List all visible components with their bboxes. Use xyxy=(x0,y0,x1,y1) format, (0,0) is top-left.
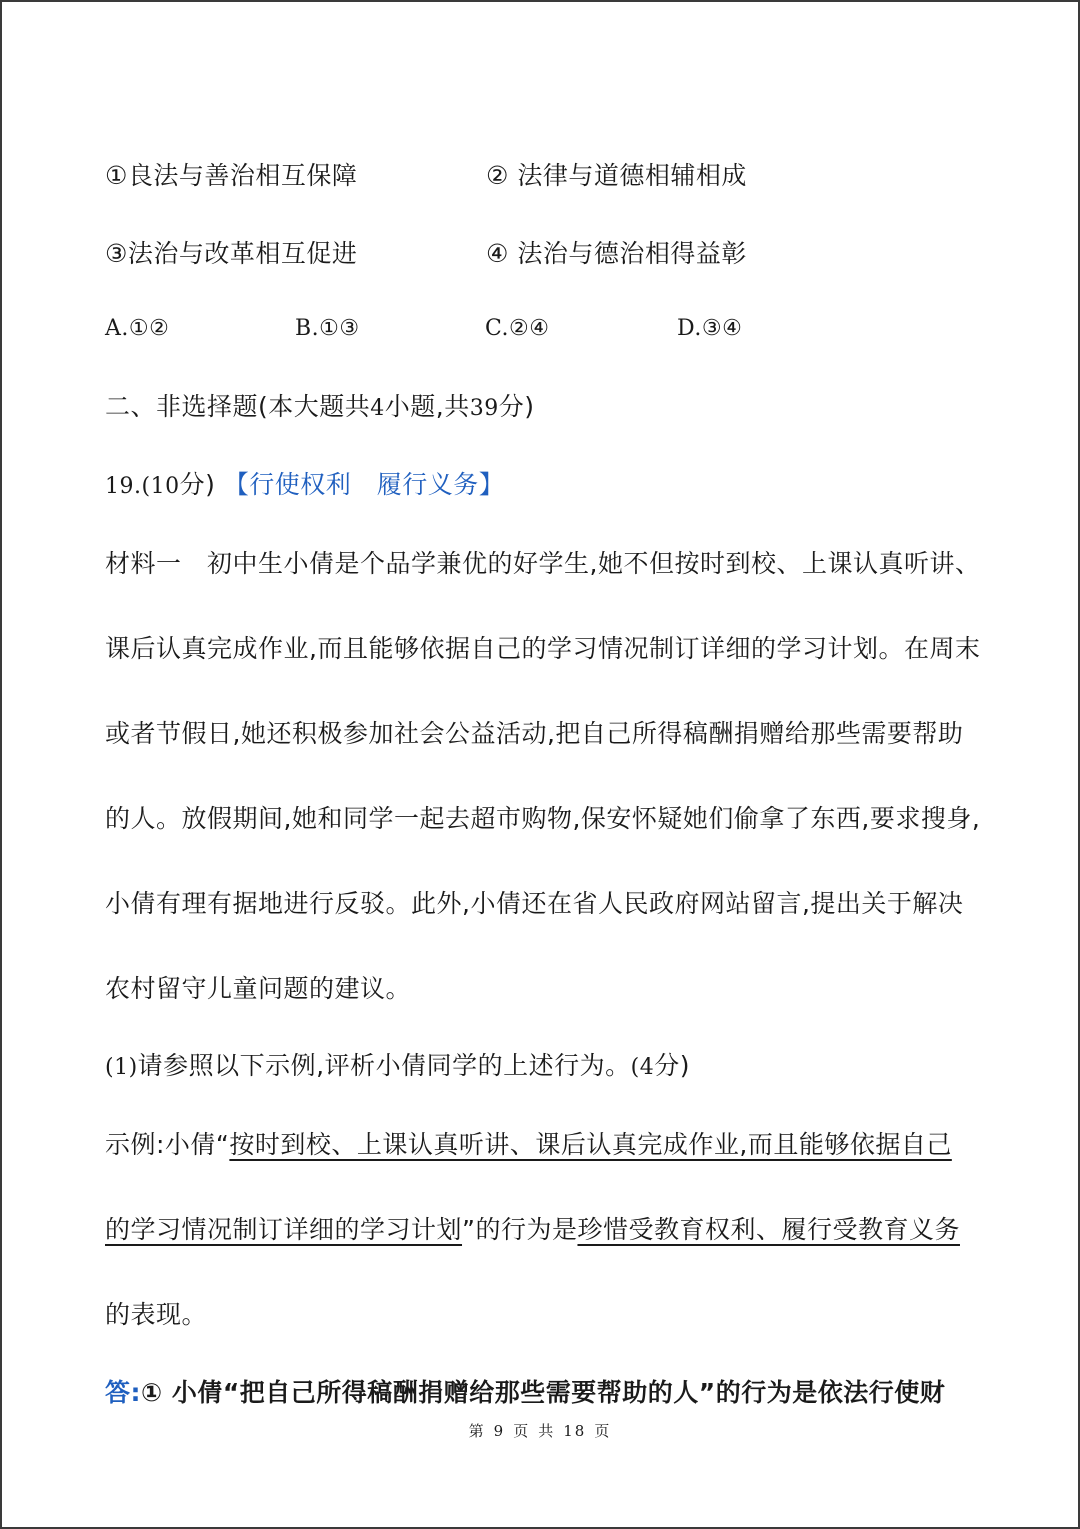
sub-question-number: (1) xyxy=(105,1055,138,1080)
section-heading xyxy=(105,390,534,426)
material-line-2: 课后认真完成作业,而且能够依据自己的学习情况制订详细的学习计划。在周末 xyxy=(105,634,981,663)
option-3: ③法治与改革相互促进 xyxy=(105,239,358,268)
footer-total-pages: 18 xyxy=(563,1422,587,1440)
options-row-1 xyxy=(105,159,747,193)
answer-text: ① 小倩“把自己所得稿酬捐赠给那些需要帮助的人”的行为是依法行使财 xyxy=(141,1378,946,1407)
sub-question-text: 请参照以下示例,评析小倩同学的上述行为。 xyxy=(137,1051,631,1080)
answer-line xyxy=(105,1376,945,1410)
example-prefix: 示例:小倩“ xyxy=(105,1130,230,1159)
section-title-suffix: 分) xyxy=(498,392,535,421)
option-4: ④ 法治与德治相得益彰 xyxy=(486,239,747,268)
example-quote-part-2: 的学习情况制订详细的学习计划 xyxy=(105,1215,463,1244)
section-question-count: 4 xyxy=(370,396,385,421)
material-line-6: 农村留守儿童问题的建议。 xyxy=(105,974,412,1003)
footer-word: 共 xyxy=(538,1422,556,1440)
sub-question-score: (4 xyxy=(630,1055,655,1080)
material-line-4: 的人。放假期间,她和同学一起去超市购物,保安怀疑她们偷拿了东西,要求搜身, xyxy=(105,804,981,833)
footer-page-number: 9 xyxy=(493,1422,506,1440)
sub-question-1 xyxy=(105,1049,690,1085)
footer-word: 页 xyxy=(594,1422,612,1440)
material-line-3: 或者节假日,她还积极参加社会公益活动,把自己所得稿酬捐赠给那些需要帮助 xyxy=(105,719,964,748)
example-middle: ”的行为是 xyxy=(462,1215,578,1244)
sub-question-score-unit: 分) xyxy=(654,1051,690,1080)
options-row-2 xyxy=(105,237,747,271)
example-line-2 xyxy=(105,1213,960,1247)
example-quote-part-1: 按时到校、上课认真听讲、课后认真完成作业,而且能够依据自己 xyxy=(229,1130,952,1159)
answer-label: 答: xyxy=(105,1378,141,1407)
material-line-5: 小倩有理有据地进行反驳。此外,小倩还在省人民政府网站留言,提出关于解决 xyxy=(105,889,964,918)
footer-word: 页 xyxy=(513,1422,531,1440)
section-title-middle: 小题,共 xyxy=(384,392,470,421)
page-footer xyxy=(2,1420,1078,1441)
question-heading xyxy=(105,468,504,504)
example-line-3: 的表现。 xyxy=(105,1300,208,1329)
option-1: ①良法与善治相互保障 xyxy=(105,161,358,190)
answer-choices xyxy=(105,312,805,346)
section-total-score: 39 xyxy=(469,396,499,421)
option-2: ② 法律与道德相辅相成 xyxy=(486,161,747,190)
example-line-1 xyxy=(105,1128,952,1162)
question-score-unit: 分) xyxy=(179,470,216,499)
material-line-1: 材料一 初中生小倩是个品学兼优的好学生,她不但按时到校、上课认真听讲、 xyxy=(105,549,981,578)
question-topic-tag: 【行使权利 履行义务】 xyxy=(223,470,505,499)
choice-b: B.①③ xyxy=(295,316,360,341)
choice-c: C.②④ xyxy=(485,316,550,341)
footer-word: 第 xyxy=(468,1422,486,1440)
choice-a: A.①② xyxy=(105,316,170,341)
choice-d: D.③④ xyxy=(677,316,743,341)
section-title-prefix: 二、非选择题(本大题共 xyxy=(105,392,371,421)
example-emphasis: 珍惜受教育权利、履行受教育义务 xyxy=(577,1215,960,1244)
question-number: 19.(10 xyxy=(105,474,180,499)
